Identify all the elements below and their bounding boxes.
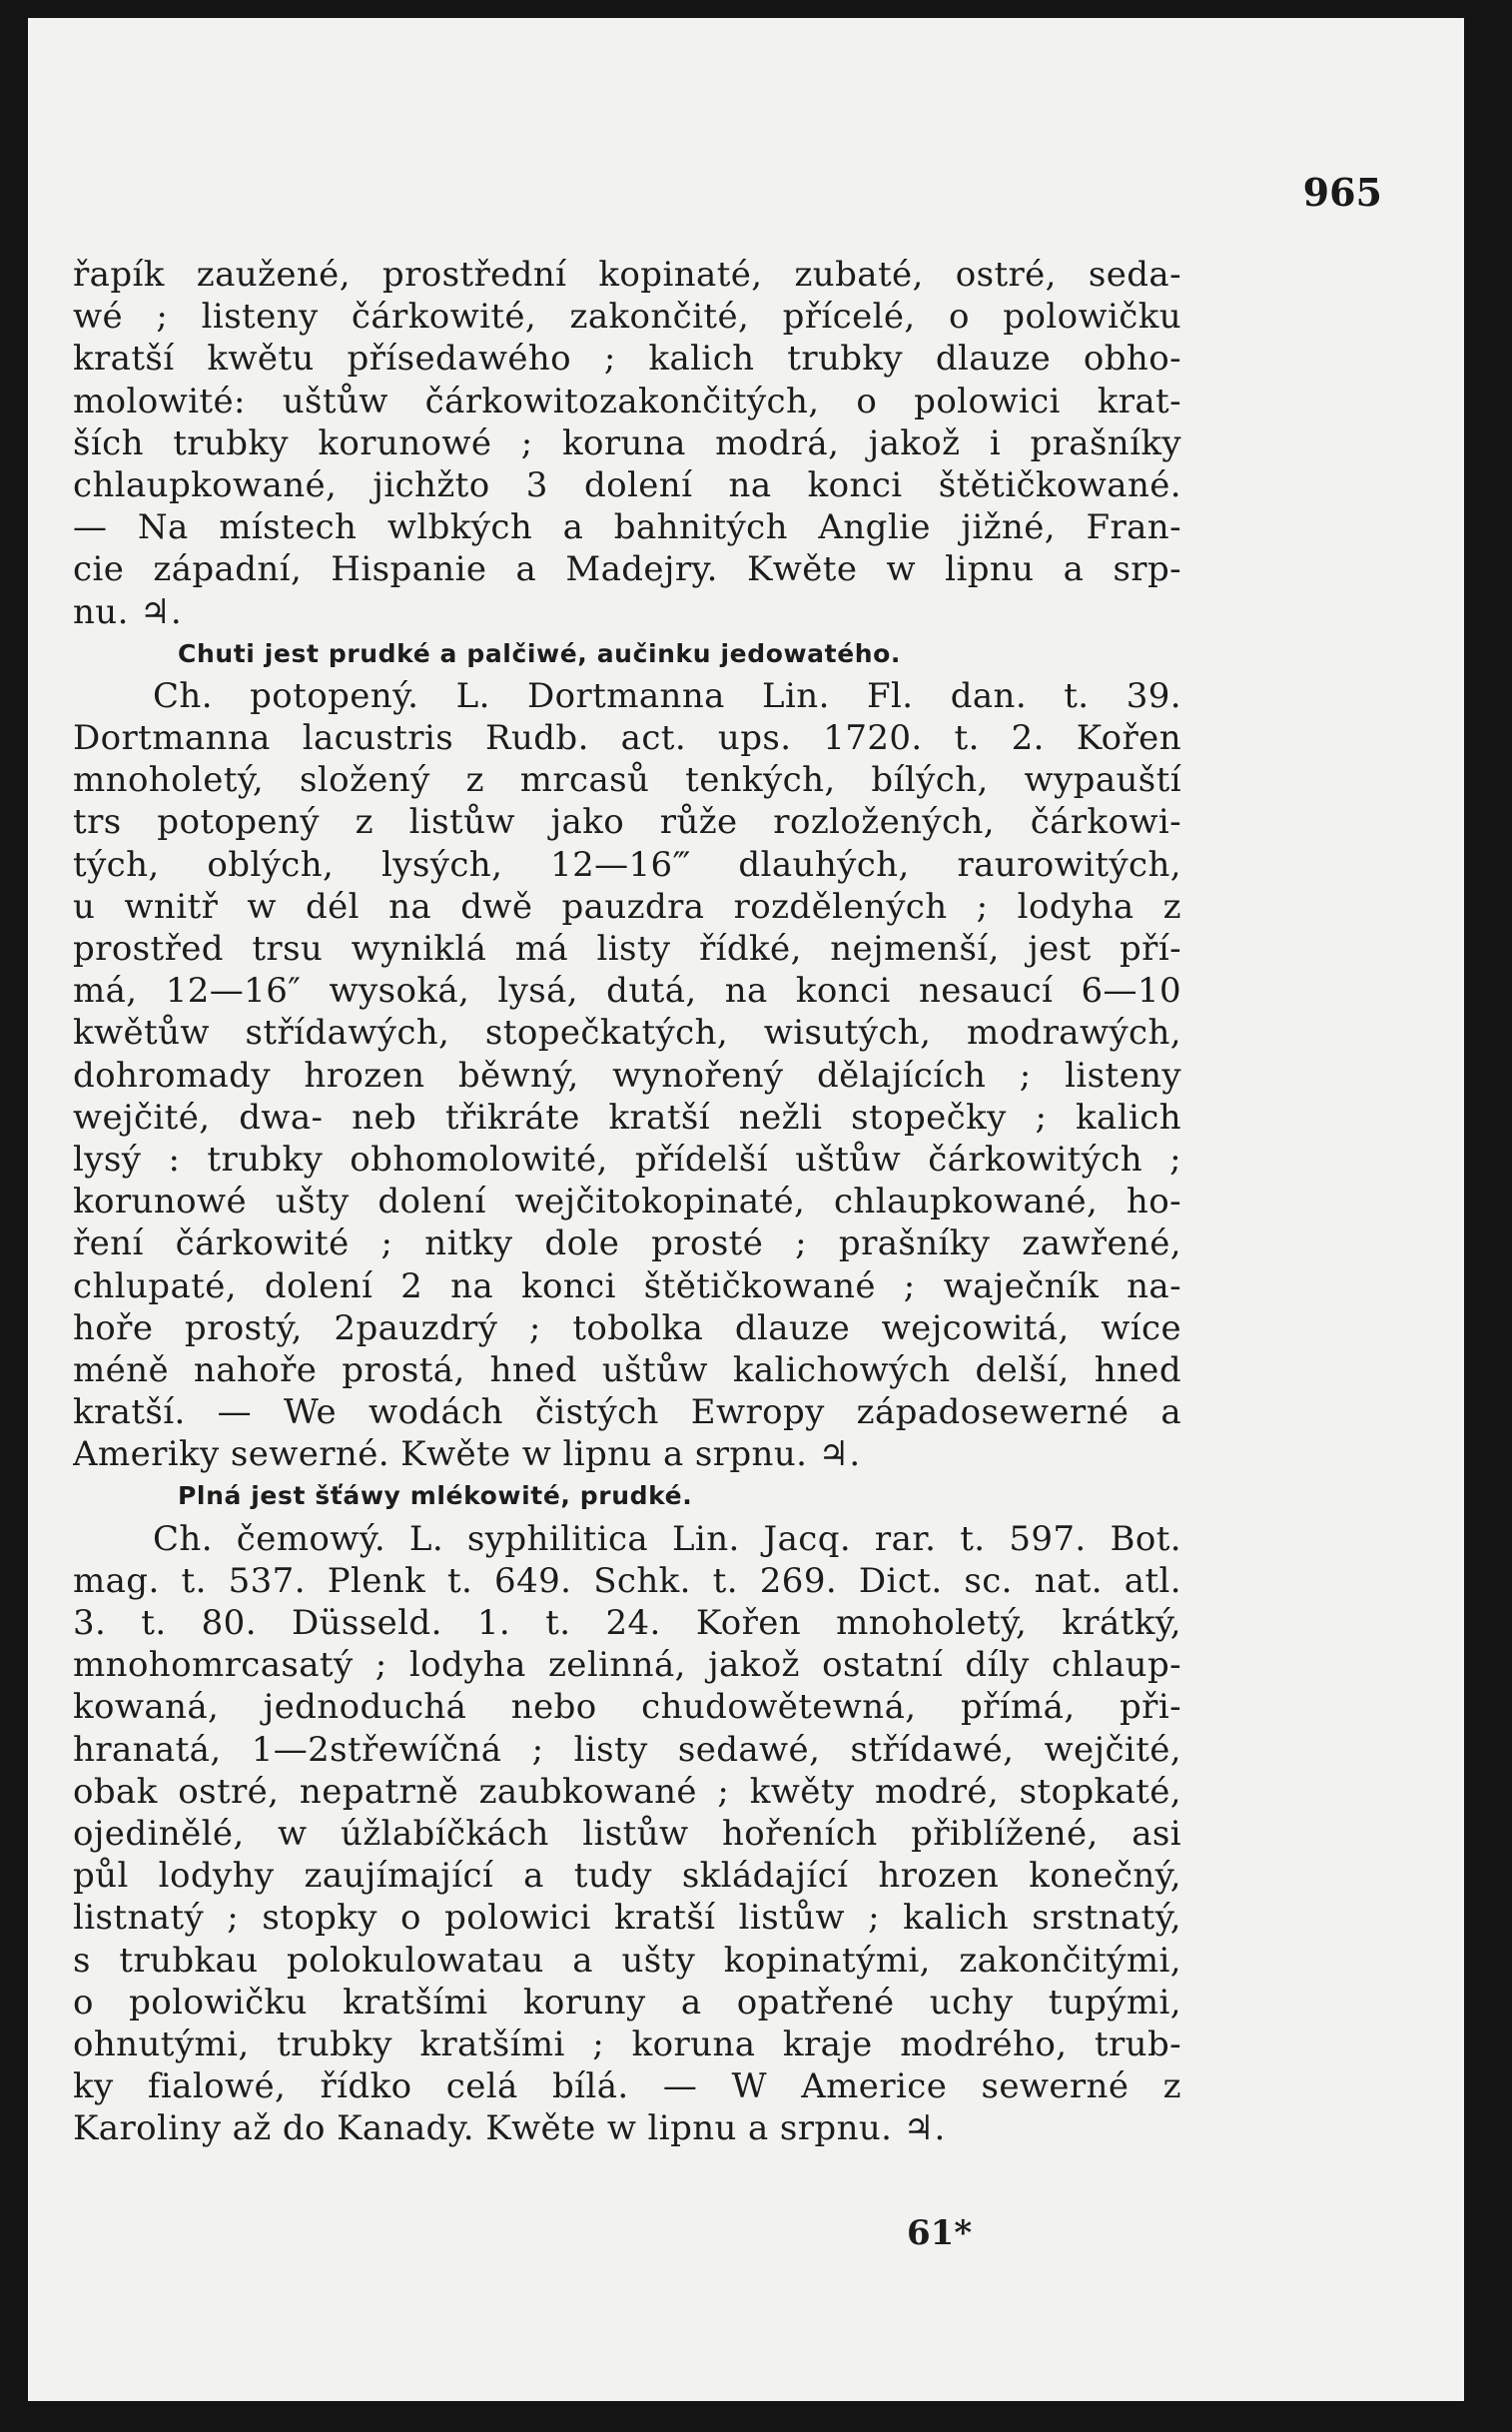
paper-sheet: [28, 18, 1464, 2401]
text-line: ojedinělé, w úžlabíčkách listůw hořeních přiblížené, asi: [73, 1813, 1181, 1854]
text-line: korunowé ušty dolení wejčitokopinaté, chlaupkowané, ho-: [73, 1182, 1181, 1222]
text-line: mag. t. 537. Plenk t. 649. Schk. t. 269. Dict. sc. nat. atl.: [73, 1560, 1181, 1601]
text-line: mnohomrcasatý ; lodyha zelinná, jakož ostatní díly chlaup-: [73, 1645, 1181, 1686]
text-line: řapík zaužené, prostřední kopinaté, zubaté, ostré, seda-: [73, 255, 1181, 295]
text-line: kowaná, jednoduchá nebo chudowětewná, přímá, při-: [73, 1687, 1181, 1728]
text-line: listnatý ; stopky o polowici kratší listůw ; kalich srstnatý,: [73, 1898, 1181, 1939]
text-line: — Na místech wlbkých a bahnitých Anglie jižné, Fran-: [73, 507, 1181, 548]
text-line: má, 12—16″ wysoká, lysá, dutá, na konci nesaucí 6—10: [73, 971, 1181, 1012]
text-line: wé ; listeny čárkowité, zakončité, přícelé, o polowičku: [73, 297, 1181, 338]
text-line: chlaupkowané, jichžto 3 dolení na konci štětičkowané.: [73, 464, 1181, 505]
text-line: Dortmanna lacustris Rudb. act. ups. 1720. t. 2. Kořen: [73, 718, 1181, 759]
text-line: ření čárkowité ; nitky dole prosté ; prašníky zawřené,: [73, 1223, 1181, 1264]
text-line: lysý : trubky obhomolowité, přídelší uštůw čárkowitých ;: [73, 1139, 1181, 1180]
text-line: kwětůw střídawých, stopečkatých, wisutých, modrawých,: [73, 1013, 1181, 1054]
text-line: s trubkau polokulowatau a ušty kopinatými, zakončitými,: [73, 1940, 1181, 1981]
text-line: Ch. potopený. L. Dortmanna Lin. Fl. dan. t. 39.: [153, 675, 1181, 716]
text-line: Ameriky sewerné. Kwěte w lipnu a srpnu. ♃.: [73, 1434, 861, 1475]
text-line: u wnitř w dél na dwě pauzdra rozdělených ; lodyha z: [73, 886, 1181, 927]
text-line: wejčité, dwa- neb třikráte kratší nežli stopečky ; kalich: [73, 1097, 1181, 1138]
page-number: 965: [1302, 170, 1382, 215]
text-block: [73, 254, 1181, 2149]
text-line: obak ostré, nepatrně zaubkowané ; kwěty modré, stopkaté,: [73, 1771, 1181, 1812]
text-line: tých, oblých, lysých, 12—16‴ dlauhých, raurowitých,: [73, 844, 1181, 885]
text-line: trs potopený z listůw jako růže rozložených, čárkowi-: [73, 802, 1181, 843]
text-line: ohnutými, trubky kratšími ; koruna kraje modrého, trub-: [73, 2024, 1181, 2064]
text-line: hranatá, 1—2střewíčná ; listy sedawé, střídawé, wejčité,: [73, 1729, 1181, 1770]
text-line: ky fialowé, řídko celá bílá. — W Americe sewerné z: [73, 2066, 1181, 2107]
text-line: 3. t. 80. Düsseld. 1. t. 24. Kořen mnoholetý, krátký,: [73, 1603, 1181, 1643]
text-line: kratší kwětu přísedawého ; kalich trubky dlauze obho-: [73, 339, 1181, 380]
text-line: o polowičku kratšími koruny a opatřené uchy tupými,: [73, 1982, 1181, 2023]
text-line: půl lodyhy zaujímající a tudy skládající hrozen konečný,: [73, 1856, 1181, 1897]
text-line: molowité: uštůw čárkowitozakončitých, o polowici krat-: [73, 381, 1181, 421]
text-line: hoře prostý, 2pauzdrý ; tobolka dlauze wejcowitá, wíce: [73, 1307, 1181, 1348]
text-line: Karoliny až do Kanady. Kwěte w lipnu a srpnu. ♃.: [73, 2108, 946, 2149]
footnote-line: Plná jest šťáwy mlékowité, prudké.: [178, 1481, 693, 1511]
text-line: chlupaté, dolení 2 na konci štětičkowané ; waječník na-: [73, 1265, 1181, 1306]
text-line: méně nahoře prostá, hned uštůw kalichowých delší, hned: [73, 1349, 1181, 1390]
printer-signature: 61*: [907, 2213, 973, 2253]
text-line: cie západní, Hispanie a Madejry. Kwěte w lipnu a srp-: [73, 549, 1181, 590]
footnote-line: Chuti jest prudké a palčiwé, aučinku jedowatého.: [178, 638, 902, 668]
text-line: Ch. čemowý. L. syphilitica Lin. Jacq. rar. t. 597. Bot.: [153, 1518, 1181, 1559]
text-line: kratší. — We wodách čistých Ewropy západosewerné a: [73, 1392, 1181, 1433]
text-line: prostřed trsu wyniklá má listy řídké, nejmenší, jest pří-: [73, 929, 1181, 969]
text-line: mnoholetý, složený z mrcasů tenkých, bílých, wypauští: [73, 760, 1181, 801]
text-line: ších trubky korunowé ; koruna modrá, jakož i prašníky: [73, 422, 1181, 463]
text-line: dohromady hrozen běwný, wynořený dělajících ; listeny: [73, 1055, 1181, 1096]
text-line: nu. ♃.: [73, 591, 183, 632]
